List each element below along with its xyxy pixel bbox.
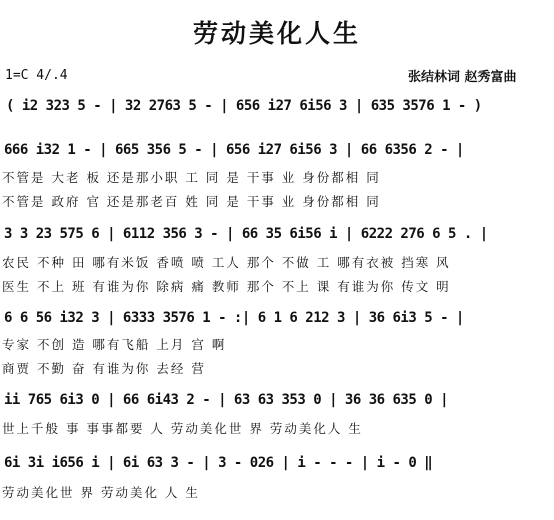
lyric-line-5: 劳动美化世 界 劳动美化 人 生 xyxy=(2,485,200,500)
notation-line-2: 3 3 23 575 6 | 6112 356 3 - | 66 35 6i56 i | 6222 276 6 5 . | xyxy=(4,226,488,242)
lyric-line-4: 世上千般 事 事事都要 人 劳动美化世 界 劳动美化人 生 xyxy=(2,421,363,436)
lyric-line-3-verse-2: 商贾 不勤 奋 有谁为你 去经 营 xyxy=(2,361,206,376)
credits: 张结林词 赵秀富曲 xyxy=(408,70,517,85)
song-title: 劳动美化人生 xyxy=(192,19,361,48)
lyric-line-3-verse-1: 专家 不创 造 哪有飞船 上月 宫 啊 xyxy=(2,337,227,352)
notation-line-4: ii 765 6i3 0 | 66 6i43 2 - | 63 63 353 0 | 36 36 635 0 | xyxy=(4,392,449,408)
notation-line-3: 6 6 56 i32 3 | 6333 3576 1 - :| 6 1 6 212 3 | 36 6i3 5 - | xyxy=(4,310,464,326)
key-signature: 1=C 4/.4 xyxy=(5,68,68,83)
notation-line-1: 666 i32 1 - | 665 356 5 - | 656 i27 6i56 3 | 66 6356 2 - | xyxy=(4,142,464,158)
notation-line-5: 6i 3i i656 i | 6i 63 3 - | 3 - 026 | i - - - | i - 0 ‖ xyxy=(4,455,433,471)
notation-line-intro: ( i2 323 5 - | 32 2763 5 - | 656 i27 6i56 3 | 635 3576 1 - ) xyxy=(6,98,482,114)
lyric-line-2-verse-2: 医生 不上 班 有谁为你 除病 痛 教师 那个 不上 课 有谁为你 传文 明 xyxy=(2,279,451,294)
lyric-line-1-verse-1: 不管是 大老 板 还是那小职 工 同 是 干事 业 身份都相 同 xyxy=(2,170,381,185)
lyric-line-2-verse-1: 农民 不种 田 哪有米饭 香喷 喷 工人 那个 不做 工 哪有衣被 挡寒 风 xyxy=(2,255,451,270)
lyric-line-1-verse-2: 不管是 政府 官 还是那老百 姓 同 是 干事 业 身份都相 同 xyxy=(2,194,381,209)
